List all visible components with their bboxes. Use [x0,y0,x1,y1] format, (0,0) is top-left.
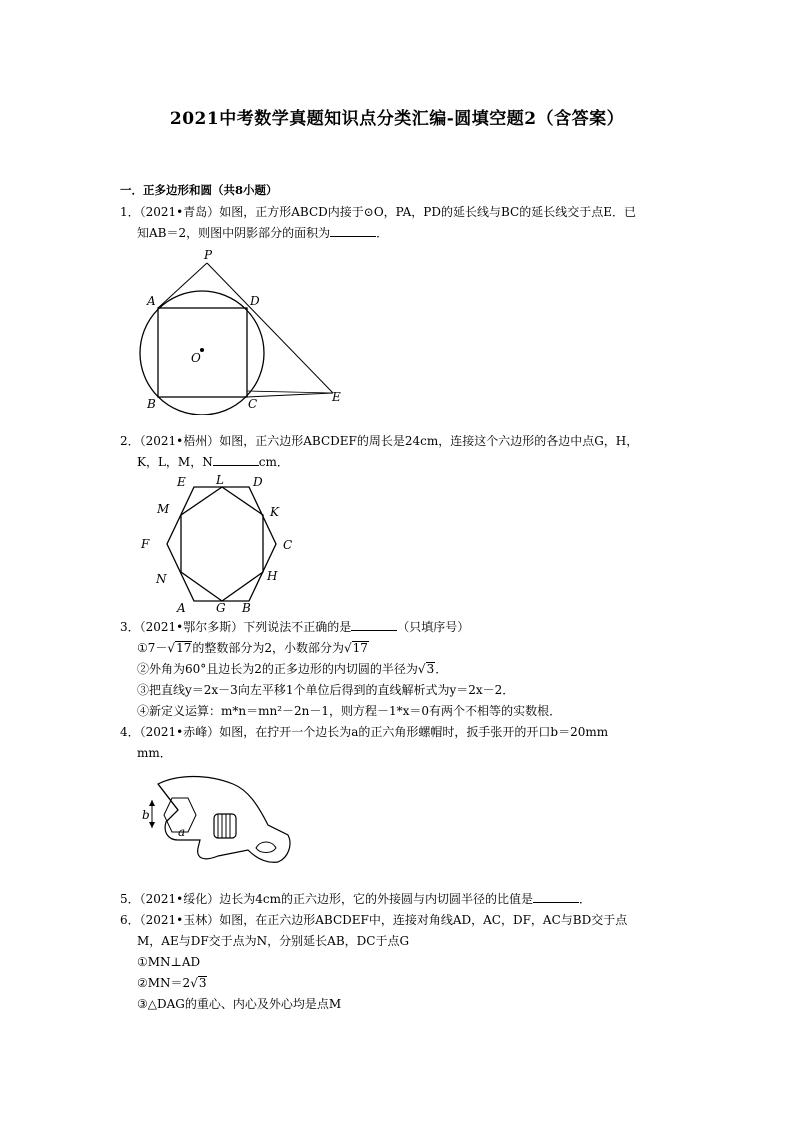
q6-line1: 6．（2021•玉林）如图，在正六边形ABCDEF中，连接对角线AD，AC，DF，AC与BD交于点 [120,913,628,927]
label-O: O [191,351,201,365]
label-N: N [156,572,167,586]
label-M: M [157,502,170,516]
label-D: D [250,294,260,308]
q6-option-2: ②MN＝2√3 [137,976,207,990]
line-ce [247,393,333,397]
wrench-hole [256,842,276,853]
page-title: 2021中考数学真题知识点分类汇编-圆填空题2（含答案） [169,109,625,129]
label-a: a [178,825,186,839]
wrench-jaw [158,784,178,822]
label-P: P [204,248,213,262]
label-A: A [177,601,186,615]
q3-option-4: ④新定义运算：m*n＝mn²－2n－1，则方程－1*x＝0有两个不相等的实数根． [137,704,562,718]
label-B: B [147,397,156,411]
label-E: E [332,390,341,404]
outer-hexagon [167,487,276,601]
q6-option-1: ①MN⊥AD [137,955,201,969]
label-A: A [147,294,156,308]
line-pa [158,263,207,308]
answer-blank [213,453,259,466]
q2-line1: 2．（2021•梧州）如图，正六边形ABCDEF的周长是24cm，连接这个六边形的各边中点G，H， [120,434,639,448]
line-pe [207,263,333,393]
section-heading: 一．正多边形和圆（共8小题） [120,183,278,197]
label-L: L [216,473,224,487]
q2-line2: K，L，M，N cm． [137,455,289,469]
q3-line1: 3．（2021•鄂尔多斯）下列说法不正确的是 （只填序号） [120,620,470,634]
label-b: b [142,808,150,822]
q6-line2: M，AE与DF交于点为N，分别延长AB，DC于点G [137,934,410,948]
q6-option-3: ③△DAG的重心、内心及外心均是点M [137,997,342,1011]
q5-line1: 5．（2021•绥化）边长为4cm的正六边形，它的外接圆与内切圆半径的比值是 ． [120,892,592,906]
q4-figure [138,770,298,870]
wrench-body [158,777,290,863]
label-F: F [141,537,150,551]
label-B: B [242,601,251,615]
q4-line1: 4．（2021•赤峰）如图，在拧开一个边长为a的正六角形螺帽时，扳手张开的开口b＝20mm [120,725,609,739]
inscribed-square [158,308,247,397]
q3-option-3: ③把直线y＝2x－3向左平移1个单位后得到的直线解析式为y＝2x－2． [137,683,515,697]
answer-blank [351,618,397,631]
answer-blank [330,224,376,237]
label-E: E [177,475,186,489]
q1-figure [135,245,350,415]
adjust-screw [214,814,236,838]
label-K: K [270,505,279,519]
label-C: C [248,397,258,411]
label-H: H [267,569,278,583]
inner-hexagon [181,487,263,601]
label-G: G [216,601,226,615]
q3-option-2: ②外角为60°且边长为2的正多边形的内切圆的半径为√3． [137,662,448,676]
q4-line2: mm． [137,746,172,760]
label-D: D [253,475,263,489]
q1-line1: 1．（2021•青岛）如图，正方形ABCD内接于⊙O，PA，PD的延长线与BC的延长线交于点E．已 [120,205,636,219]
label-C: C [283,538,293,552]
answer-blank [533,890,579,903]
q3-option-1: ①7－√17的整数部分为2，小数部分为√17 [137,641,368,655]
q2-figure [135,468,305,618]
q1-line2: 知AB＝2，则图中阴影部分的面积为 ． [137,226,389,240]
